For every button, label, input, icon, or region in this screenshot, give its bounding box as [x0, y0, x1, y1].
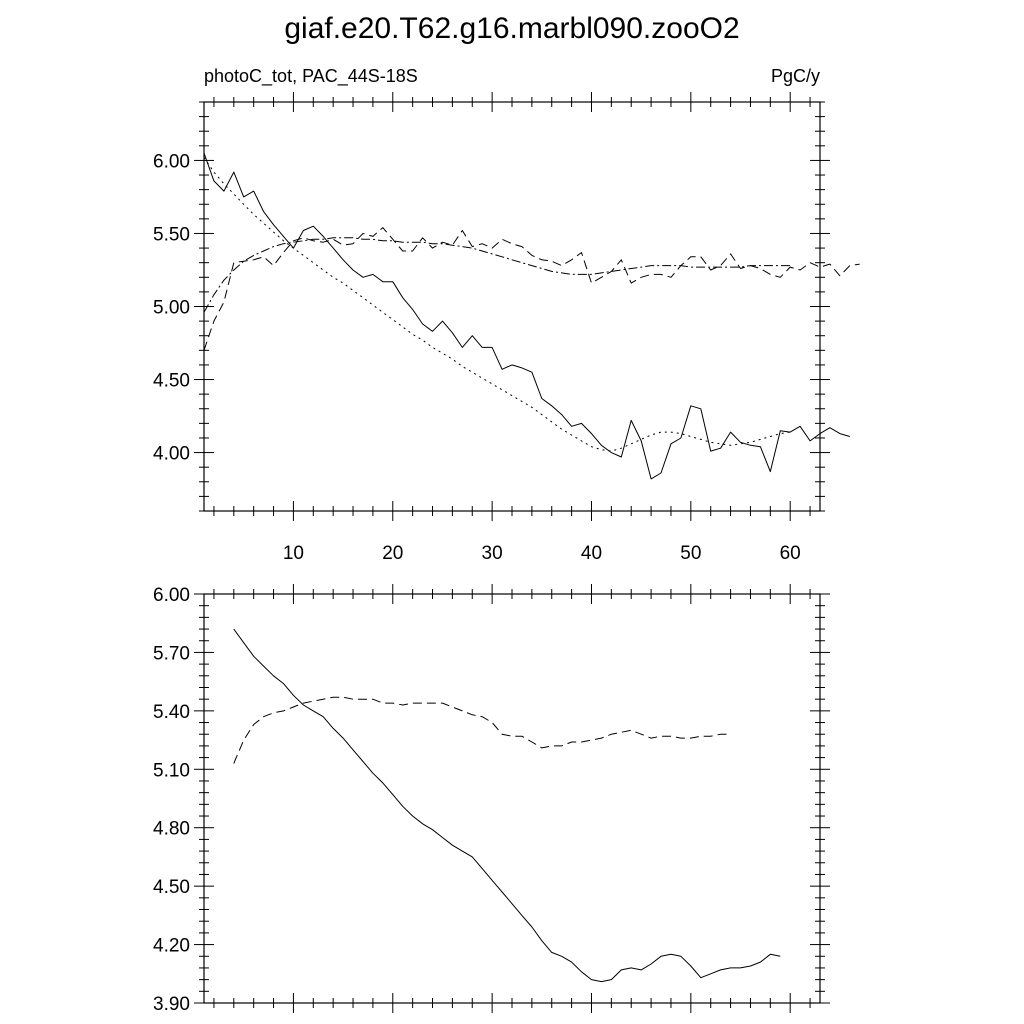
y-tick-labels-top	[153, 151, 190, 464]
top-panel	[153, 66, 860, 564]
top-ytick-label: 4.50	[153, 370, 190, 392]
top-ytick-label: 5.00	[153, 297, 190, 319]
top-xtick-label: 60	[779, 543, 801, 564]
chart-title: giaf.e20.T62.g16.marbl090.zooO2	[284, 12, 740, 45]
top-ytick-label: 5.50	[153, 224, 190, 246]
tick-marks-bottom	[194, 584, 830, 1013]
variable-region-label: photoC_tot, PAC_44S-18S	[204, 66, 418, 86]
bottom-ytick-label: 4.50	[153, 877, 190, 899]
tick-marks-top	[194, 92, 830, 521]
bottom-ytick-label: 4.20	[153, 935, 190, 957]
top-series-solid	[204, 153, 850, 479]
plot-frame-bottom	[204, 594, 820, 1003]
bottom-panel	[153, 584, 830, 1015]
bottom-ytick-label: 5.10	[153, 760, 190, 782]
top-series-dashed	[204, 228, 860, 351]
bottom-ytick-label: 4.80	[153, 818, 190, 840]
bottom-ytick-label: 3.90	[153, 994, 190, 1015]
bottom-ytick-label: 6.00	[153, 585, 190, 606]
top-xtick-label: 40	[580, 543, 603, 564]
bottom-ytick-label: 5.40	[153, 701, 190, 723]
units-label: PgC/y	[770, 66, 820, 86]
series-bottom	[234, 629, 781, 982]
top-xtick-label: 30	[481, 543, 503, 564]
bottom-ytick-label: 5.70	[153, 643, 190, 665]
top-ytick-label: 6.00	[153, 151, 190, 173]
plot-frame-top	[204, 102, 820, 511]
top-xtick-label: 10	[282, 543, 304, 564]
x-tick-labels-top	[283, 543, 801, 564]
y-tick-labels-bottom	[153, 585, 190, 1015]
bottom-series-dashed	[234, 697, 731, 763]
bottom-series-solid	[234, 629, 781, 982]
top-xtick-label: 20	[382, 543, 404, 564]
top-xtick-label: 50	[680, 543, 702, 564]
top-series-dotted	[204, 158, 790, 452]
top-ytick-label: 4.00	[153, 443, 190, 465]
top-series-dashdot	[204, 238, 790, 312]
series-top	[204, 153, 860, 479]
